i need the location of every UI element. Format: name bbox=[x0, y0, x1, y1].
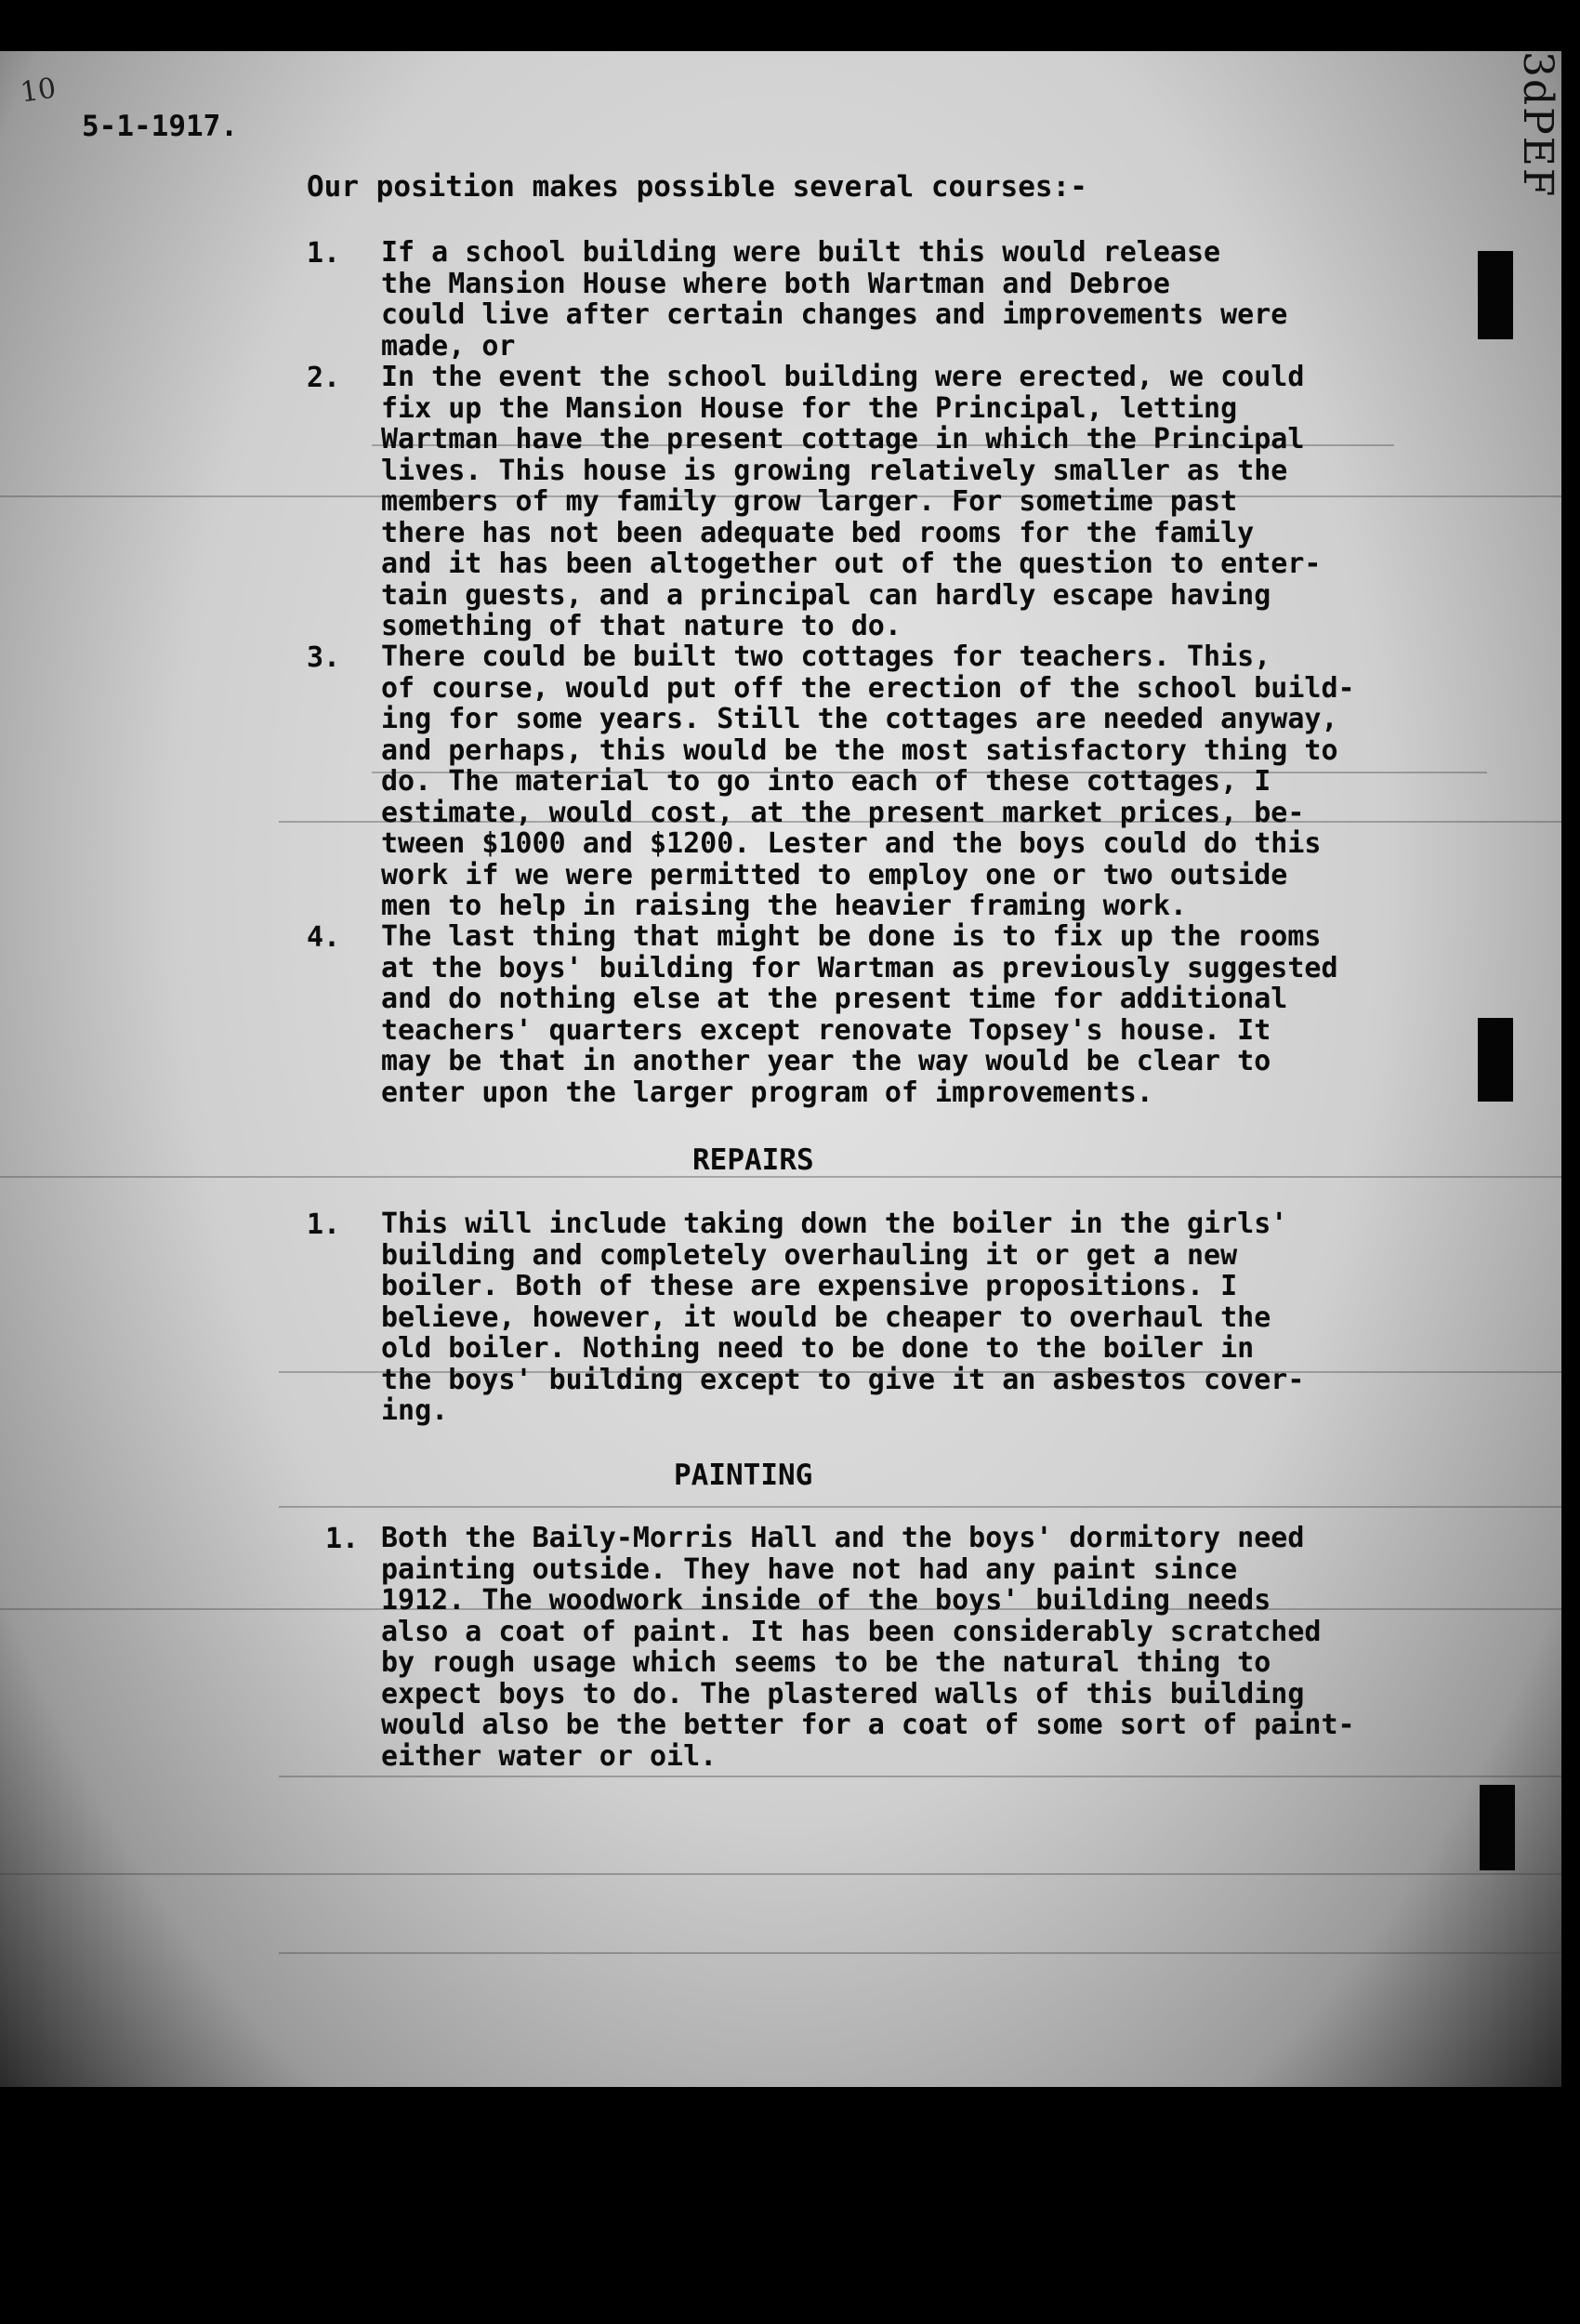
item-text: This will include taking down the boiler in the girls' building and completely overhauling it or get a new boiler. Both of these are expensive propositions. I believe, however, it would be cheaper to overhaul the old boiler. Nothing need to be done to the boiler in the boys' building except to give it an asbestos cover- ing. bbox=[381, 1208, 1305, 1427]
rule-line bbox=[0, 1873, 1561, 1875]
item-number: 4. bbox=[307, 921, 341, 954]
intro-line: Our position makes possible several courses:- bbox=[307, 170, 1087, 204]
item-text: There could be built two cottages for teachers. This, of course, would put off the erection of the school build- ing for some years. Still the cottages are needed anyway, and perhaps, this would be the most satisfactory thing to do. The material to go into each of these cottages, I estimate, would cost, at the present market prices, be- tween $1000 and $1200. Lester and the boys could do this work if we were permitted to employ one or two outside men to help in raising the heavier framing work. bbox=[381, 640, 1355, 922]
item-text: Both the Baily-Morris Hall and the boys' dormitory need painting outside. They have not had any paint since 1912. The woodwork inside of the boys' building needs also a coat of paint. It has been considerably scratched by rough usage which seems to be the natural thing to expect boys to do. The plastered walls of this building would also be the better for a coat of some sort of paint- either water or oil. bbox=[381, 1522, 1355, 1773]
corner-mark: 10 bbox=[18, 72, 59, 110]
item-number: 1. bbox=[307, 237, 341, 270]
rule-line bbox=[279, 1506, 1561, 1508]
item-number: 2. bbox=[307, 362, 341, 394]
item-text: The last thing that might be done is to fix up the rooms at the boys' building for Wartman as previously suggested and do nothing else at the present time for additional teachers' quarters except renovate Topsey's house. It may be that in another year the way would be clear to enter upon the larger program of improvements. bbox=[381, 920, 1338, 1109]
registration-mark bbox=[1478, 1018, 1513, 1102]
rule-line bbox=[279, 1776, 1561, 1777]
painting-heading: PAINTING bbox=[674, 1459, 813, 1492]
item-number: 1. bbox=[307, 1208, 341, 1241]
registration-mark bbox=[1480, 1785, 1515, 1870]
repairs-heading: REPAIRS bbox=[692, 1143, 814, 1177]
rule-line bbox=[279, 1952, 1561, 1954]
item-number: 1. bbox=[325, 1523, 360, 1555]
stamp-mark: 3dPEF bbox=[1514, 51, 1561, 199]
registration-mark bbox=[1478, 251, 1513, 339]
document-date: 5-1-1917. bbox=[82, 110, 238, 143]
document-page bbox=[0, 51, 1561, 2087]
item-number: 3. bbox=[307, 641, 341, 674]
item-text: If a school building were built this would release the Mansion House where both Wartman and Debroe could live after certain changes and improvements were made, or bbox=[381, 236, 1288, 363]
item-text: In the event the school building were erected, we could fix up the Mansion House for the Principal, letting Wartman have the present cottage in which the Principal lives. This house is growing relatively smaller as the members of my family grow larger. For sometime past there has not been adequate bed rooms for the family and it has been altogether out of the question to enter- tain guests, and a principal can hardly escape having something of that nature to do. bbox=[381, 361, 1322, 642]
